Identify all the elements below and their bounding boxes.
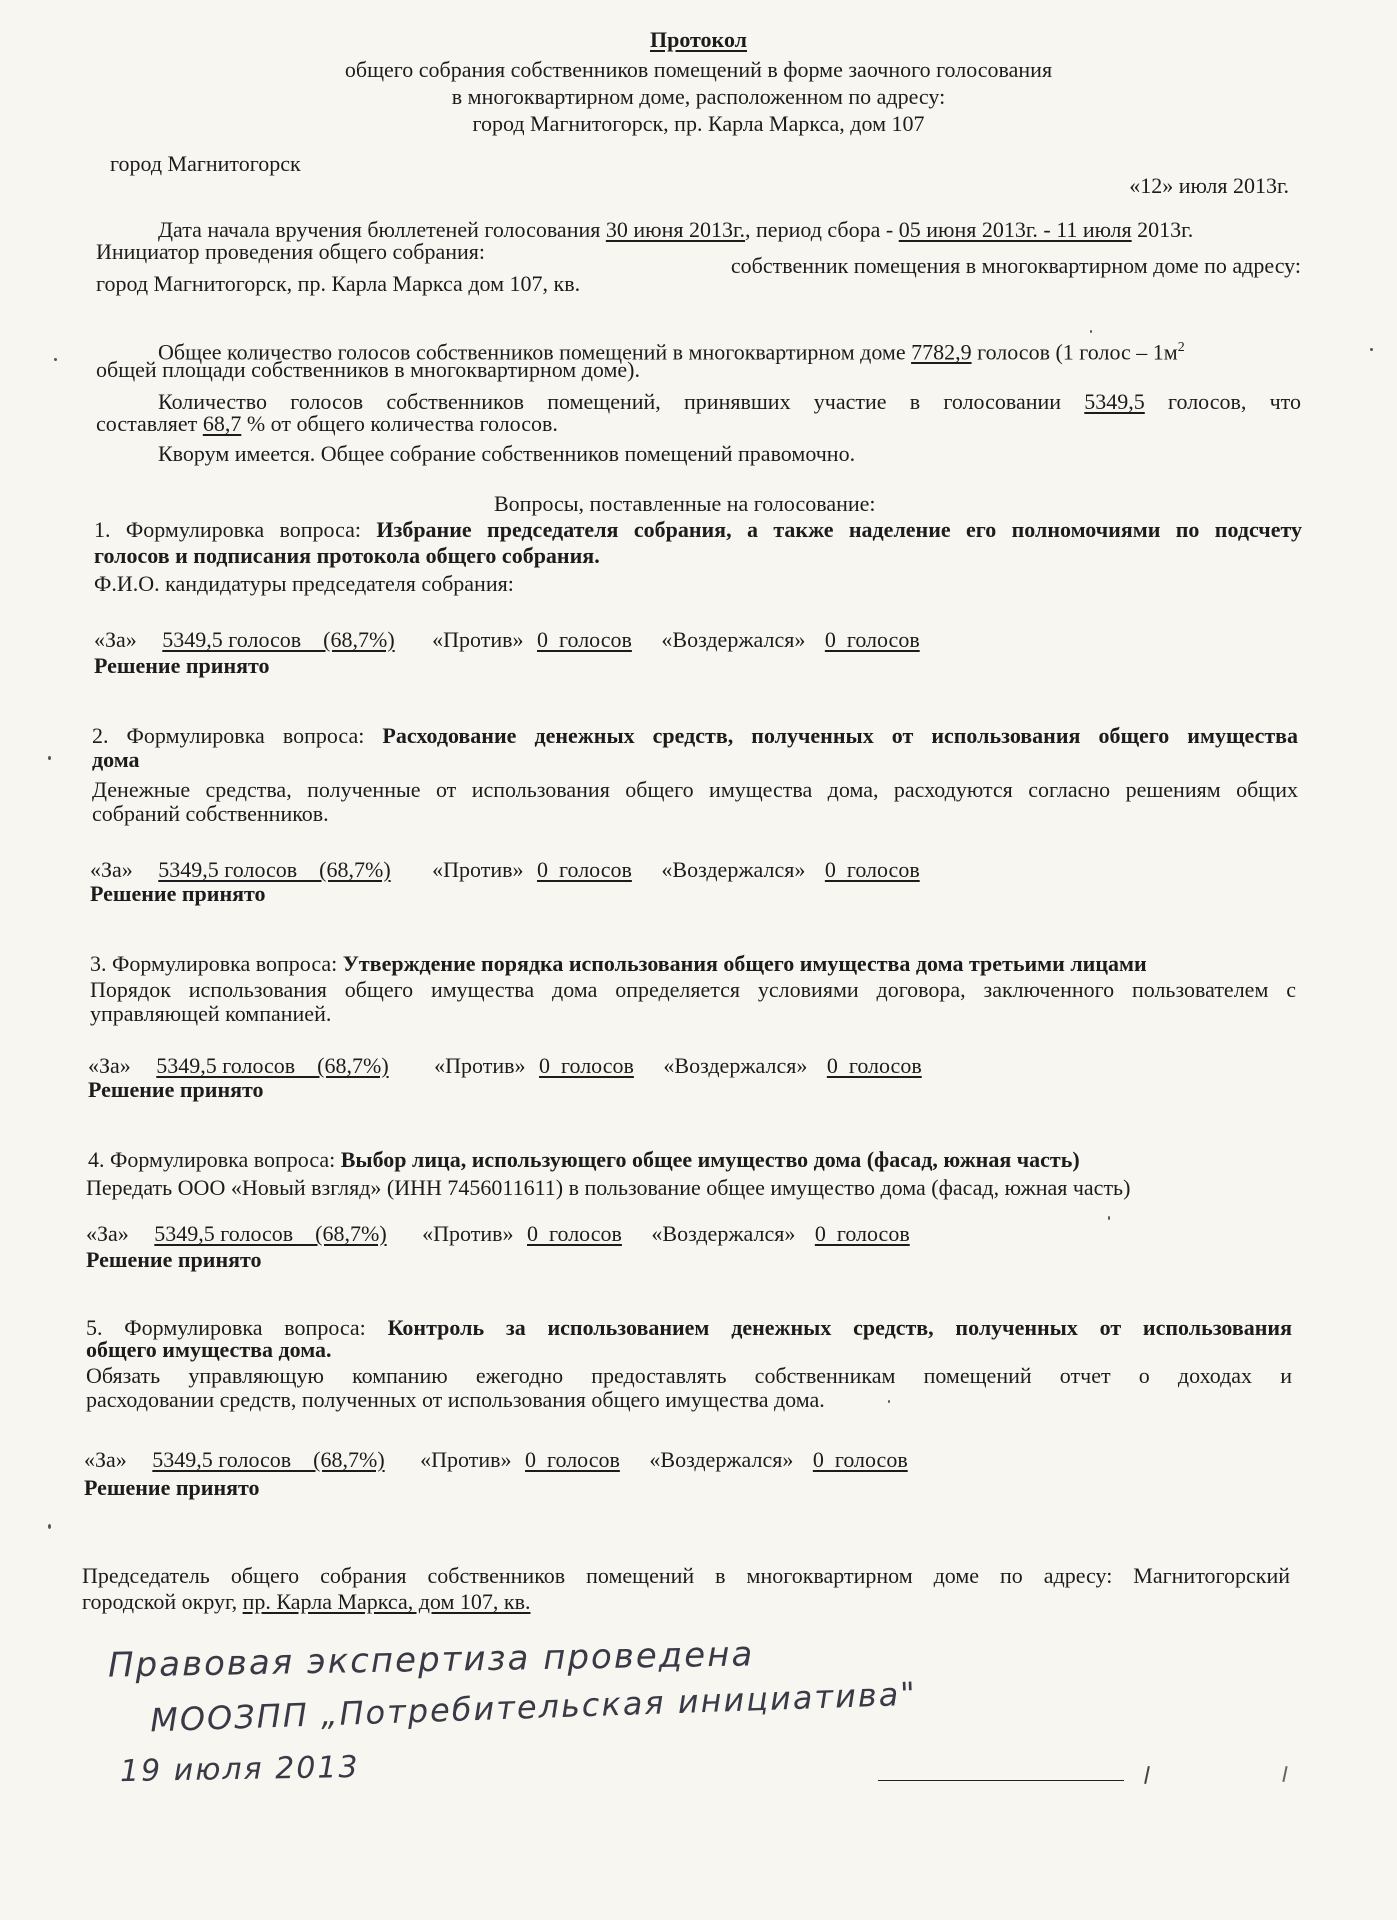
vote-abstain-value: 0 голосов xyxy=(824,627,920,652)
ballot-start-date: 30 июня 2013г. xyxy=(605,217,746,242)
vote-for-value: 5349,5 голосов (68,7%) xyxy=(162,627,395,652)
vote-abstain-value: 0 голосов xyxy=(814,1221,910,1246)
percent-suffix: % от общего количества голосов. xyxy=(246,411,558,436)
vote-for-label: «За» xyxy=(94,627,137,652)
question-5-title-line-2: общего имущества дома. xyxy=(86,1337,332,1362)
participation-unit: голосов, что xyxy=(1168,389,1301,414)
chairman-district: городской округ, xyxy=(82,1589,238,1614)
chairman-address: пр. Карла Маркса, дом 107, кв. xyxy=(242,1589,531,1614)
question-4-title xyxy=(88,1146,1080,1173)
total-votes-unit: голосов (1 голос – 1м xyxy=(977,339,1178,365)
initiator-label: Инициатор проведения общего собрания: xyxy=(96,239,486,264)
question-3-title-text: Утверждение порядка использования общего имущества дома третьими лицами xyxy=(342,951,1147,976)
question-2-body: Денежные средства, полученные от использования общего имущества дома, расходуются согласно решениям общих xyxy=(92,777,1298,802)
question-1-title xyxy=(94,516,1302,543)
question-3-votes xyxy=(88,1052,922,1079)
question-2-title xyxy=(92,722,1298,749)
vote-abstain-label: «Воздержался» xyxy=(661,857,806,882)
vote-abstain-label: «Воздержался» xyxy=(661,627,806,652)
header-line-2: в многоквартирном доме, расположенном по адресу: xyxy=(451,84,946,109)
total-votes-label: Общее количество голосов собственников помещений в многоквартирном доме xyxy=(158,339,906,365)
vote-against-label: «Против» xyxy=(420,1447,512,1472)
question-2-decision: Решение принято xyxy=(90,881,266,906)
header-line-3: город Магнитогорск, пр. Карла Маркса, дом 107 xyxy=(472,111,925,136)
vote-for-label: «За» xyxy=(88,1053,131,1078)
ballot-start-label: Дата начала вручения бюллетеней голосования xyxy=(158,217,601,242)
vote-abstain-value: 0 голосов xyxy=(826,1053,922,1078)
scan-speck xyxy=(54,358,57,361)
place-label: город Магнитогорск xyxy=(110,151,301,176)
scan-speck xyxy=(1108,1216,1110,1220)
vote-against-label: «Против» xyxy=(432,627,524,652)
question-2-body-line-2: собраний собственников. xyxy=(92,801,329,826)
document-title: Протокол xyxy=(649,27,747,52)
vote-against-value: 0 голосов xyxy=(537,627,632,652)
initiator-address: город Магнитогорск, пр. Карла Маркса дом 107, кв. xyxy=(96,271,581,296)
scan-speck xyxy=(1090,330,1092,333)
question-5-title-text: Контроль за использованием денежных средств, полученных от использования xyxy=(387,1315,1293,1340)
percent-value: 68,7 xyxy=(202,411,242,436)
vote-abstain-value: 0 голосов xyxy=(812,1447,908,1472)
vote-against-value: 0 голосов xyxy=(527,1221,622,1246)
question-4-body: Передать ООО «Новый взгляд» (ИНН 7456011611) в пользование общее имущество дома (фасад, южная часть) xyxy=(86,1175,1131,1200)
vote-against-value: 0 голосов xyxy=(537,857,632,882)
participation-percent-line xyxy=(96,410,558,437)
question-1-title-text: Избрание председателя собрания, а также наделение его полномочиями по подсчету xyxy=(376,517,1302,542)
vote-for-value: 5349,5 голосов (68,7%) xyxy=(154,1221,387,1246)
collection-period-year: 2013г. xyxy=(1137,217,1194,242)
vote-against-label: «Против» xyxy=(422,1221,514,1246)
question-4-decision: Решение принято xyxy=(86,1247,262,1272)
question-3-body: Порядок использования общего имущества дома определяется условиями договора, заключенного пользователем с xyxy=(90,977,1296,1002)
question-4-votes xyxy=(86,1220,910,1247)
vote-abstain-value: 0 голосов xyxy=(824,857,920,882)
question-4-number: 4. Формулировка вопроса: xyxy=(88,1147,336,1172)
scan-speck xyxy=(48,756,51,760)
signature-end-mark xyxy=(1282,1766,1287,1782)
vote-abstain-label: «Воздержался» xyxy=(663,1053,808,1078)
question-1-body: Ф.И.О. кандидатуры председателя собрания: xyxy=(94,571,514,596)
question-2-number: 2. Формулировка вопроса: xyxy=(92,723,365,748)
vote-for-value: 5349,5 голосов (68,7%) xyxy=(156,1053,389,1078)
question-3-title xyxy=(90,950,1147,977)
question-1-votes xyxy=(94,626,920,653)
document-date: «12» июля 2013г. xyxy=(1129,173,1289,198)
vote-for-label: «За» xyxy=(90,857,133,882)
question-5-votes xyxy=(84,1446,908,1473)
question-3-decision: Решение принято xyxy=(88,1077,264,1102)
scan-speck xyxy=(1370,348,1373,351)
participation-votes: 5349,5 xyxy=(1084,389,1145,414)
period-label: , период сбора - xyxy=(745,217,894,242)
question-5-body-line-2: расходовании средств, полученных от использования общего имущества дома. xyxy=(86,1387,825,1412)
scan-speck xyxy=(888,1400,890,1403)
question-2-title-line-2: дома xyxy=(92,747,140,772)
percent-label: составляет xyxy=(96,411,198,436)
handwritten-note-line-1: Правовая экспертиза проведена xyxy=(107,1634,755,1686)
question-3-number: 3. Формулировка вопроса: xyxy=(90,951,338,976)
chairman-line-1: Председатель общего собрания собственников помещений в многоквартирном доме по адресу: Магнитогорский xyxy=(82,1563,1290,1588)
vote-for-label: «За» xyxy=(84,1447,127,1472)
participation-label: Количество голосов собственников помещений, принявших участие в голосовании xyxy=(158,389,1062,414)
handwritten-note-line-2: МООЗПП „Потребительская инициатива" xyxy=(149,1674,918,1740)
vote-abstain-label: «Воздержался» xyxy=(649,1447,794,1472)
question-5-body: Обязать управляющую компанию ежегодно предоставлять собственникам помещений отчет о доходах и xyxy=(86,1363,1292,1388)
signature-line xyxy=(878,1780,1124,1781)
vote-for-label: «За» xyxy=(86,1221,129,1246)
total-votes-line-2: общей площади собственников в многоквартирном доме). xyxy=(96,357,641,382)
question-1-number: 1. Формулировка вопроса: xyxy=(94,517,361,542)
vote-for-value: 5349,5 голосов (68,7%) xyxy=(152,1447,385,1472)
vote-against-value: 0 голосов xyxy=(539,1053,634,1078)
total-votes-value: 7782,9 xyxy=(911,339,972,365)
collection-period: 05 июня 2013г. - 11 июля xyxy=(898,217,1132,242)
questions-heading: Вопросы, поставленные на голосование: xyxy=(494,491,876,516)
quorum-line: Кворум имеется. Общее собрание собственников помещений правомочно. xyxy=(158,441,856,466)
initiator-text: собственник помещения в многоквартирном доме по адресу: xyxy=(730,253,1301,278)
vote-for-value: 5349,5 голосов (68,7%) xyxy=(158,857,391,882)
question-1-decision: Решение принято xyxy=(94,653,270,678)
signature-separator xyxy=(1144,1766,1150,1784)
vote-against-value: 0 голосов xyxy=(525,1447,620,1472)
header-line-1: общего собрания собственников помещений в форме заочного голосования xyxy=(344,57,1053,82)
question-2-votes xyxy=(90,856,920,883)
question-4-title-text: Выбор лица, использующего общее имущество дома (фасад, южная часть) xyxy=(340,1147,1080,1172)
vote-against-label: «Против» xyxy=(434,1053,526,1078)
vote-abstain-label: «Воздержался» xyxy=(651,1221,796,1246)
vote-against-label: «Против» xyxy=(432,857,524,882)
question-5-number: 5. Формулировка вопроса: xyxy=(86,1315,366,1340)
question-3-body-line-2: управляющей компанией. xyxy=(90,1001,332,1026)
chairman-line-2 xyxy=(82,1588,549,1615)
question-1-title-line-2: голосов и подписания протокола общего собрания. xyxy=(94,543,600,568)
question-2-title-text: Расходование денежных средств, полученных от использования общего имущества xyxy=(382,723,1299,748)
unit-superscript: 2 xyxy=(1177,340,1185,355)
handwritten-note-line-3: 19 июля 2013 xyxy=(119,1749,360,1790)
question-5-decision: Решение принято xyxy=(84,1475,260,1500)
scan-speck xyxy=(48,1524,51,1529)
